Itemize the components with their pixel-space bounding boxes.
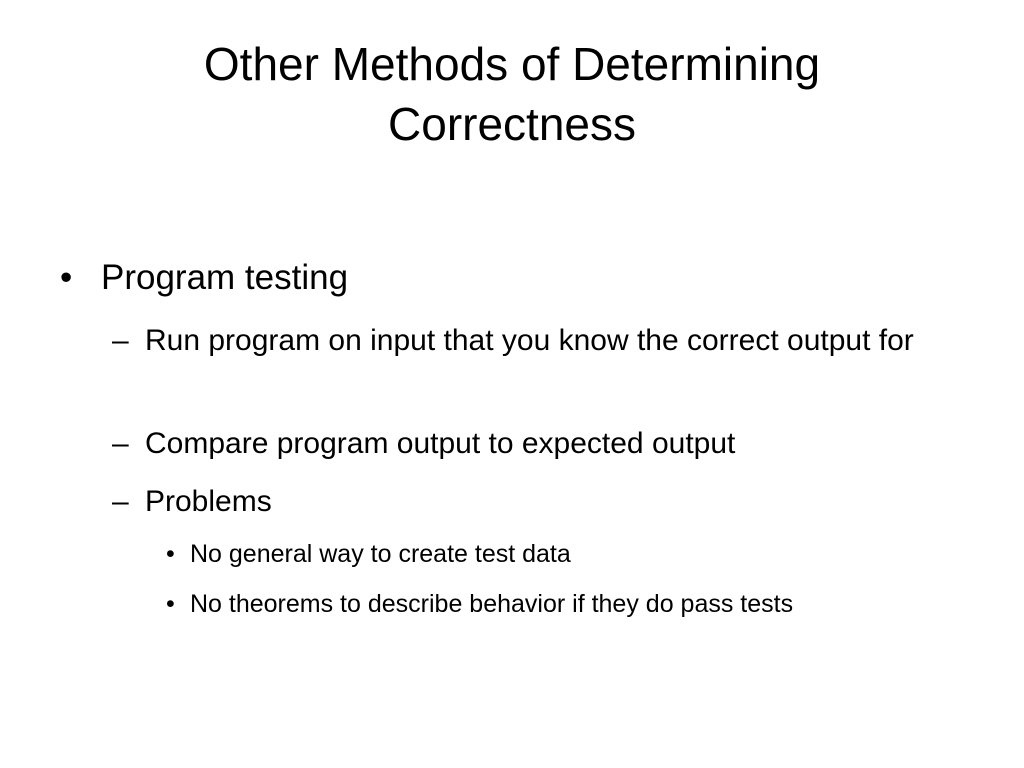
- bullet-dot-icon: •: [166, 540, 175, 568]
- slide-title-line1: Other Methods of Determining: [203, 38, 821, 90]
- dash-icon: –: [112, 485, 129, 518]
- dash-icon: –: [112, 324, 129, 357]
- bullet-dot-icon: •: [60, 258, 73, 297]
- slide-title-line2: Correctness: [388, 98, 636, 150]
- subsubbullet-text: No theorems to describe behavior if they do pass tests: [190, 590, 794, 618]
- bullet-dot-icon: •: [166, 590, 175, 618]
- subbullet-text: Compare program output to expected output: [145, 427, 736, 460]
- dash-icon: –: [112, 427, 129, 460]
- bullet-text: Program testing: [101, 258, 349, 297]
- subsubbullet-text: No general way to create test data: [190, 540, 571, 568]
- slide-title: [60, 34, 964, 154]
- subbullet-text: Run program on input that you know the correct output for: [145, 324, 914, 357]
- subbullet-text: Problems: [145, 485, 272, 518]
